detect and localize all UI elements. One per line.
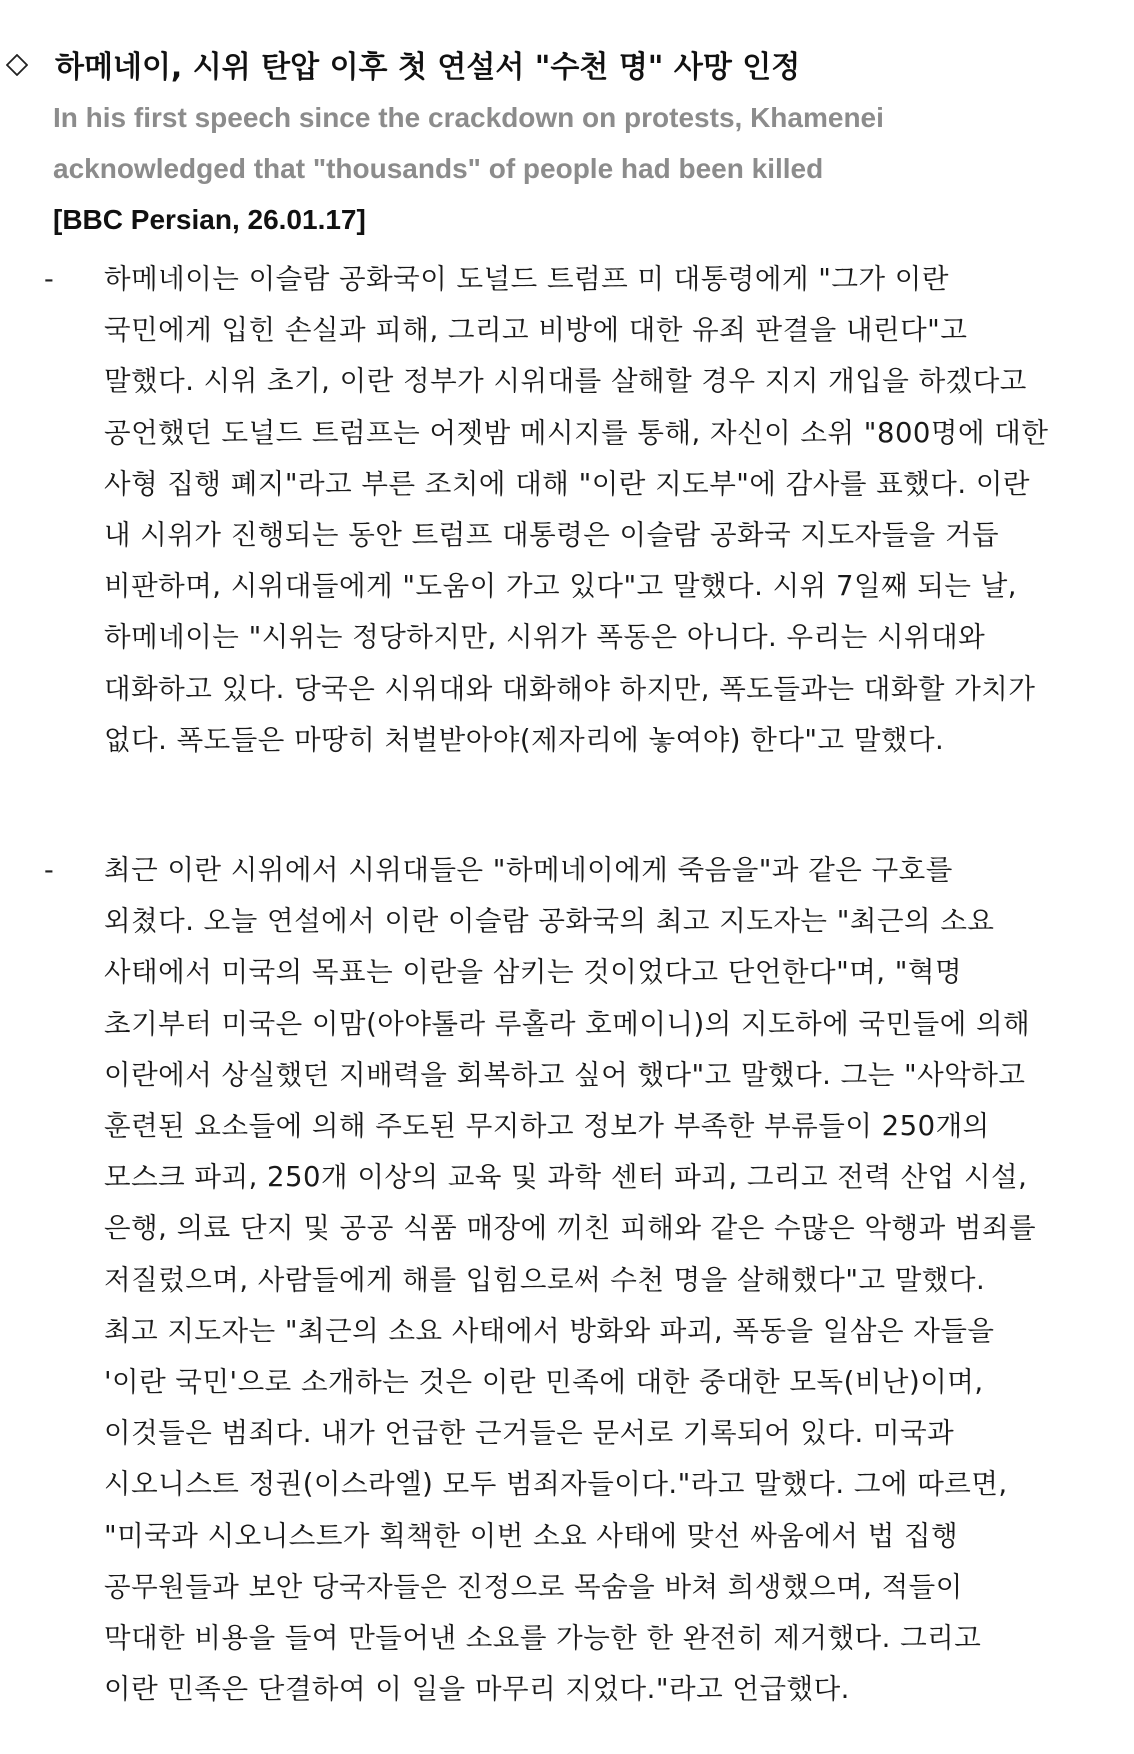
paragraph-line: 대화하고 있다. 당국은 시위대와 대화해야 하지만, 폭도들과는 대화할 가치가 — [104, 672, 1036, 705]
paragraph-line: 내 시위가 진행되는 동안 트럼프 대통령은 이슬람 공화국 지도자들을 거듭 — [104, 519, 1000, 552]
article-title: 하메네이, 시위 탄압 이후 첫 연설서 "수천 명" 사망 인정 — [55, 50, 801, 85]
paragraph-line: 저질렀으며, 사람들에게 해를 입힘으로써 수천 명을 살해했다"고 말했다. — [104, 1263, 986, 1296]
paragraph-body — [104, 845, 1114, 1715]
paragraph-line: 없다. 폭도들은 마땅히 처벌받아야(제자리에 놓여야) 한다"고 말했다. — [104, 723, 945, 756]
paragraph-line: 훈련된 요소들에 의해 주도된 무지하고 정보가 부족한 부류들이 250개의 — [104, 1110, 990, 1143]
paragraph-line: 막대한 비용을 들여 만들어낸 소요를 가능한 한 완전히 제거했다. 그리고 — [104, 1622, 982, 1655]
paragraph-line: 국민에게 입힌 손실과 피해, 그리고 비방에 대한 유죄 판결을 내린다"고 — [104, 314, 968, 347]
paragraph-line: "미국과 시오니스트가 획책한 이번 소요 사태에 맞선 싸움에서 법 집행 — [104, 1519, 959, 1552]
paragraph-line: 모스크 파괴, 250개 이상의 교육 및 과학 센터 파괴, 그리고 전력 산업 시설, — [104, 1161, 1028, 1194]
paragraph-line: 은행, 의료 단지 및 공공 식품 매장에 끼친 피해와 같은 수많은 악행과 범죄를 — [104, 1212, 1037, 1245]
paragraph-line: 외쳤다. 오늘 연설에서 이란 이슬람 공화국의 최고 지도자는 "최근의 소요 — [104, 905, 995, 938]
bullet-marker: - — [44, 855, 54, 886]
article-header — [0, 44, 1134, 235]
paragraph-line: 이것들은 범죄다. 내가 언급한 근거들은 문서로 기록되어 있다. 미국과 — [104, 1417, 955, 1450]
paragraph-line: 사형 집행 폐지"라고 부른 조치에 대해 "이란 지도부"에 감사를 표했다. 이란 — [104, 467, 1030, 500]
paragraph-line: 공무원들과 보안 당국자들은 진정으로 목숨을 바쳐 희생했으며, 적들이 — [104, 1570, 963, 1603]
title-row — [0, 44, 1134, 92]
bullet-marker: - — [44, 264, 54, 295]
diamond-outline-icon — [6, 54, 28, 76]
paragraph-line: '이란 국민'으로 소개하는 것은 이란 민족에 대한 중대한 모독(비난)이며, — [104, 1366, 984, 1399]
article-source: [BBC Persian, 26.01.17] — [53, 204, 366, 235]
paragraph-line: 사태에서 미국의 목표는 이란을 삼키는 것이었다고 단언한다"며, "혁명 — [104, 956, 963, 989]
paragraph-line: 시오니스트 정권(이스라엘) 모두 범죄자들이다."라고 말했다. 그에 따르면, — [104, 1468, 1008, 1501]
paragraph-line: 초기부터 미국은 이맘(아야톨라 루홀라 호메이니)의 지도하에 국민들에 의해 — [104, 1007, 1031, 1040]
paragraph-line: 말했다. 시위 초기, 이란 정부가 시위대를 살해할 경우 지지 개입을 하겠다고 — [104, 365, 1027, 398]
paragraph-body — [104, 254, 1114, 766]
subtitle-line: In his first speech since the crackdown on protests, Khamenei — [53, 102, 884, 133]
subtitle-line: acknowledged that "thousands" of people had been killed — [53, 153, 824, 184]
article-subtitle — [53, 92, 1073, 194]
paragraph-line: 하메네이는 "시위는 정당하지만, 시위가 폭동은 아니다. 우리는 시위대와 — [104, 621, 986, 654]
paragraph-line: 최고 지도자는 "최근의 소요 사태에서 방화와 파괴, 폭동을 일삼은 자들을 — [104, 1314, 995, 1347]
paragraph-line: 하메네이는 이슬람 공화국이 도널드 트럼프 미 대통령에게 "그가 이란 — [104, 263, 949, 295]
paragraph-line: 비판하며, 시위대들에게 "도움이 가고 있다"고 말했다. 시위 7일째 되는 날, — [104, 570, 1018, 603]
paragraph-line: 이란에서 상실했던 지배력을 회복하고 싶어 했다"고 말했다. 그는 "사악하고 — [104, 1058, 1026, 1091]
paragraph-line: 최근 이란 시위에서 시위대들은 "하메네이에게 죽음을"과 같은 구호를 — [104, 854, 953, 886]
paragraph-line: 이란 민족은 단결하여 이 일을 마무리 지었다."라고 언급했다. — [104, 1673, 850, 1706]
paragraph-line: 공언했던 도널드 트럼프는 어젯밤 메시지를 통해, 자신이 소위 "800명에 대한 — [104, 416, 1049, 449]
